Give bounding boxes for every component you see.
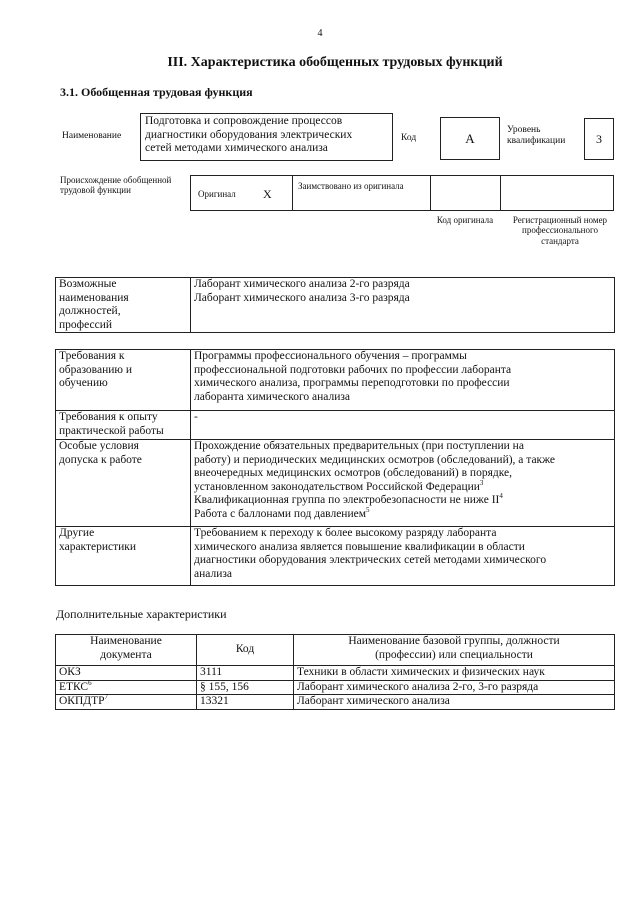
positions-table [55,277,615,333]
origin-label: Происхождение обобщенной трудовой функции [60,175,172,196]
code-box [440,117,500,160]
level-label: Уровень квалификации [507,125,566,146]
code-value: А [465,131,475,146]
requirement-row: Требования к образованию и обучению Программы профессионального обучения – программы профессиональной подготовки рабочих по профессии лаборанта химического анализа, программы переподготовки по профессии лаборанта химического анализа [56,350,615,411]
additional-title: Дополнительные характеристики [56,607,227,621]
table-row: ЕТКС$^6$ § 155, 156 Лаборант химического анализа 2-го, 3-го разряда [56,680,615,695]
subsection-title: 3.1. Обобщенная трудовая функция [60,85,253,99]
page-number: 4 [317,28,323,39]
level-box [584,118,614,160]
additional-table [55,634,615,710]
requirement-row: Особые условия допуска к работе Прохождение обязательных предварительных (при поступлении на работу) и периодических медицинских осмотров (обследований), а также внеочередных медицинских осмотров (обследований) в порядке, установленном законодательством Российской Федерации$^3$ Квалификационная группа по электробезопасности не ниже $II^4$ Работа с баллонами под давлением$^5$ [56,440,615,527]
original-label: Оригинал [198,189,236,199]
name-value: Подготовка и сопровождение процессов диагностики оборудования электрических сетей методами химического анализа [145,115,353,154]
name-label: Наименование [62,131,122,141]
section-title: III. Характеристика обобщенных трудовых функций [167,55,503,70]
requirement-row: Требования к опыту практической работы - [56,411,615,440]
requirement-row: Другие характеристики Требованием к переходу к более высокому разряду лаборанта химического анализа является повышение квалификации в области диагностики оборудования электрических сетей методами химического анализа [56,527,615,586]
reg-number-caption: Регистрационный номер профессионального стандарта [512,215,608,246]
name-value-box [140,113,393,161]
positions-label: Возможные наименования должностей, профессий [56,278,191,333]
code-original-caption: Код оригинала [436,215,494,225]
header-row: Наименование документа Код Наименование базовой группы, должности (профессии) или специальности [56,635,615,666]
table-row: ОКЗ 3111 Техники в области химических и физических наук [56,666,615,681]
requirements-table [55,349,615,586]
code-label: Код [401,133,417,143]
positions-value: Лаборант химического анализа 2-го разряда Лаборант химического анализа 3-го разряда [191,278,615,333]
table-row: ОКПДТР$^7$ 13321 Лаборант химического анализа [56,695,615,710]
original-mark: Х [263,187,272,201]
level-value: 3 [596,132,602,146]
borrowed-label: Заимствовано из оригинала [298,181,404,191]
